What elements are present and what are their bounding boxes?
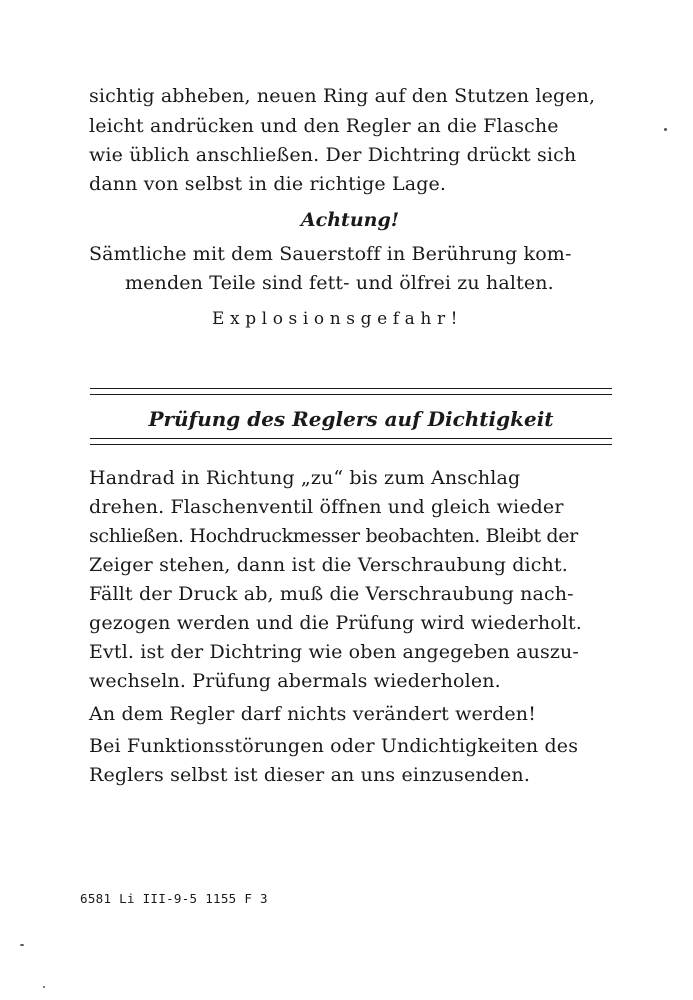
section-line: gezogen werden und die Prüfung wird wiederholt.: [89, 612, 582, 634]
section-line: drehen. Flaschenventil öffnen und gleich wieder: [89, 496, 564, 518]
section-line: Bei Funktionsstörungen oder Undichtigkeiten des: [89, 735, 579, 757]
section-rule-top-2: [90, 394, 612, 395]
text-line: wie üblich anschließen. Der Dichtring drückt sich: [89, 144, 577, 166]
scan-speck: [20, 944, 24, 946]
section-line: schließen. Hochdruckmesser beobachten. Bleibt der: [89, 525, 578, 547]
warning-heading: Achtung!: [300, 209, 400, 231]
section-rule-bottom-1: [90, 438, 612, 439]
text-line: dann von selbst in die richtige Lage.: [89, 173, 447, 195]
section-title: Prüfung des Reglers auf Dichtigkeit: [148, 407, 554, 431]
warning-line: Sämtliche mit dem Sauerstoff in Berührung kom-: [89, 243, 572, 265]
section-line: wechseln. Prüfung abermals wiederholen.: [89, 670, 501, 692]
print-code: 6581 Li III-9-5 1155 F 3: [80, 891, 268, 906]
text-line: leicht andrücken und den Regler an die Flasche: [89, 115, 559, 137]
warning-line: menden Teile sind fett- und ölfrei zu halten.: [125, 272, 554, 294]
section-line: Zeiger stehen, dann ist die Verschraubung dicht.: [89, 554, 568, 576]
section-line: Evtl. ist der Dichtring wie oben angegeben auszu-: [89, 641, 579, 663]
section-rule-bottom-2: [90, 444, 612, 445]
section-rule-top-1: [90, 388, 612, 389]
scan-speck: [43, 986, 45, 988]
section-line: Reglers selbst ist dieser an uns einzusenden.: [89, 764, 531, 786]
section-line: Fällt der Druck ab, muß die Verschraubung nach-: [89, 583, 574, 605]
text-line: sichtig abheben, neuen Ring auf den Stutzen legen,: [89, 85, 596, 107]
section-line: Handrad in Richtung „zu“ bis zum Anschlag: [89, 467, 521, 489]
section-line: An dem Regler darf nichts verändert werden!: [89, 703, 536, 725]
warning-emphasis: Explosionsgefahr!: [212, 309, 464, 329]
scan-speck: [664, 128, 667, 131]
